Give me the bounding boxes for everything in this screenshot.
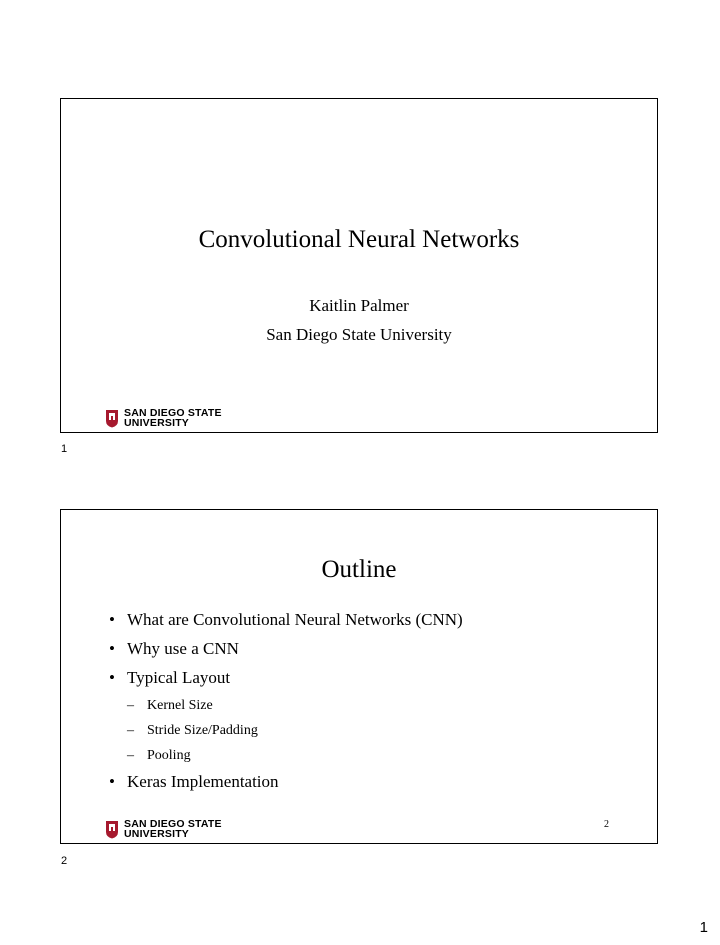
bullet-list: [109, 610, 617, 801]
author-name: Kaitlin Palmer: [309, 296, 409, 315]
bullet-item: [109, 639, 617, 668]
bullet-icon: •: [109, 668, 115, 687]
handout-slide-number: 1: [61, 443, 68, 455]
sub-bullet-item: [109, 747, 617, 772]
bullet-icon: •: [109, 772, 115, 791]
bullet-icon: •: [109, 610, 115, 629]
bullet-item: [109, 610, 617, 639]
logo-line-2: UNIVERSITY: [124, 828, 190, 840]
university-logo: [105, 819, 235, 841]
bullet-text: Keras Implementation: [127, 772, 279, 791]
bullet-text: What are Convolutional Neural Networks (CNN): [127, 610, 463, 629]
dash-icon: –: [127, 723, 134, 738]
logo-line-2: UNIVERSITY: [124, 417, 190, 429]
affiliation: San Diego State University: [266, 325, 452, 344]
bullet-item: [109, 772, 617, 801]
sub-bullet-text: Kernel Size: [147, 698, 213, 713]
handout-slide-number: 2: [61, 855, 68, 867]
seal-icon: [105, 409, 119, 428]
slide-2: [60, 509, 658, 844]
bullet-item: [109, 668, 617, 697]
slide-title: Convolutional Neural Networks: [198, 226, 520, 253]
slide-1: [60, 98, 658, 433]
bullet-icon: •: [109, 639, 115, 658]
logo-wordmark: [124, 408, 222, 428]
bullet-text: Typical Layout: [127, 668, 231, 687]
logo-wordmark: [124, 819, 222, 839]
sub-bullet-item: [109, 697, 617, 722]
seal-icon: [105, 820, 119, 839]
logo-line-1: SAN DIEGO STATE: [124, 818, 222, 830]
bullet-text: Why use a CNN: [127, 639, 239, 658]
sub-bullet-text: Stride Size/Padding: [147, 723, 258, 738]
dash-icon: –: [127, 698, 134, 713]
slide-number: 2: [604, 819, 609, 830]
logo-line-1: SAN DIEGO STATE: [124, 407, 222, 419]
dash-icon: –: [127, 748, 134, 763]
university-logo: [105, 408, 235, 430]
sub-bullet-item: [109, 722, 617, 747]
slide-title: Outline: [321, 556, 397, 583]
sub-bullet-text: Pooling: [147, 748, 191, 763]
page-number: 1: [699, 919, 708, 936]
